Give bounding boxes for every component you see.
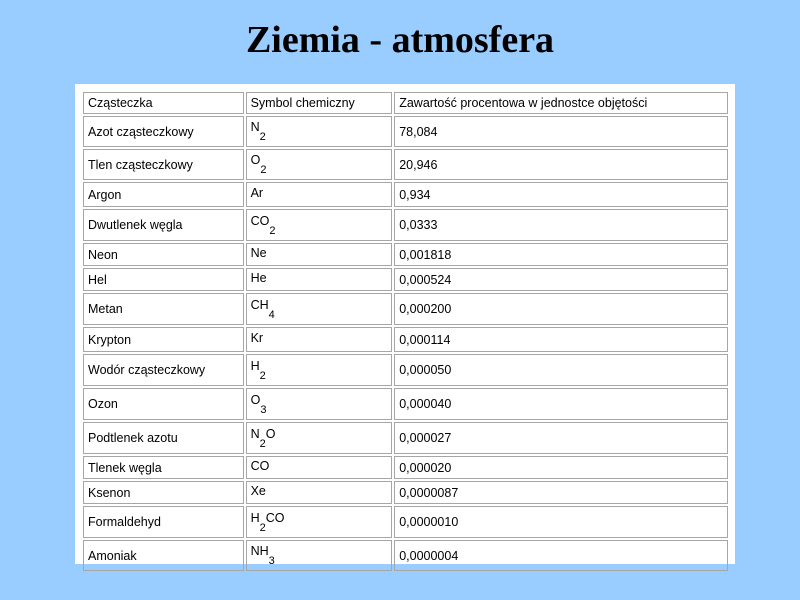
- volume-percentage: 0,000040: [394, 388, 728, 420]
- symbol-subscript: 2: [259, 521, 266, 534]
- chemical-symbol: [246, 422, 393, 454]
- volume-percentage: 20,946: [394, 149, 728, 180]
- symbol-part: CH: [250, 297, 269, 312]
- chemical-symbol: [246, 388, 393, 420]
- symbol-part: H: [250, 358, 260, 373]
- chemical-symbol: [246, 354, 393, 386]
- symbol-part: CO: [250, 458, 270, 473]
- molecule-name: Dwutlenek węgla: [83, 209, 244, 241]
- volume-percentage: 0,934: [394, 182, 728, 207]
- symbol-part: O: [250, 392, 261, 407]
- header-molecule: Cząsteczka: [83, 92, 244, 114]
- table-row: [83, 506, 728, 538]
- table-row: [83, 116, 728, 147]
- volume-percentage: 0,000027: [394, 422, 728, 454]
- molecule-name: Ozon: [83, 388, 244, 420]
- table-row: [83, 149, 728, 180]
- table-header-row: [83, 92, 728, 114]
- symbol-subscript: 2: [260, 164, 267, 176]
- table-row: [83, 540, 728, 571]
- table-row: [83, 327, 728, 352]
- atmosphere-composition-table: [81, 90, 730, 573]
- molecule-name: Argon: [83, 182, 244, 207]
- table-row: [83, 422, 728, 454]
- table-row: [83, 293, 728, 325]
- molecule-name: Tlenek węgla: [83, 456, 244, 479]
- chemical-symbol: [246, 149, 393, 180]
- table-row: [83, 456, 728, 479]
- molecule-name: Krypton: [83, 327, 244, 352]
- symbol-part: NH: [250, 544, 269, 558]
- volume-percentage: 0,000114: [394, 327, 728, 352]
- molecule-name: Tlen cząsteczkowy: [83, 149, 244, 180]
- chemical-symbol: [246, 327, 393, 352]
- symbol-part: N: [250, 426, 260, 441]
- molecule-name: Neon: [83, 243, 244, 266]
- symbol-subscript: 2: [259, 369, 266, 382]
- molecule-name: Amoniak: [83, 540, 244, 571]
- volume-percentage: 0,000524: [394, 268, 728, 291]
- volume-percentage: 0,0000004: [394, 540, 728, 571]
- table-row: [83, 268, 728, 291]
- table-row: [83, 354, 728, 386]
- symbol-part: CO: [265, 510, 285, 525]
- symbol-subscript: 2: [269, 224, 276, 237]
- symbol-part: O: [250, 153, 261, 167]
- table-row: [83, 388, 728, 420]
- header-chemical-symbol: Symbol chemiczny: [246, 92, 393, 114]
- molecule-name: Metan: [83, 293, 244, 325]
- molecule-name: Formaldehyd: [83, 506, 244, 538]
- table-row: [83, 209, 728, 241]
- symbol-subscript: 3: [268, 555, 275, 567]
- symbol-part: Xe: [250, 483, 266, 498]
- symbol-subscript: 2: [259, 131, 266, 143]
- molecule-name: Wodór cząsteczkowy: [83, 354, 244, 386]
- molecule-name: Hel: [83, 268, 244, 291]
- chemical-symbol: [246, 506, 393, 538]
- symbol-part: O: [265, 426, 276, 441]
- volume-percentage: 0,0000087: [394, 481, 728, 504]
- volume-percentage: 0,001818: [394, 243, 728, 266]
- symbol-part: Ar: [250, 185, 264, 200]
- chemical-symbol: [246, 481, 393, 504]
- volume-percentage: 0,0000010: [394, 506, 728, 538]
- symbol-subscript: 2: [259, 437, 266, 450]
- volume-percentage: 0,000200: [394, 293, 728, 325]
- symbol-part: Kr: [250, 330, 264, 345]
- symbol-subscript: 4: [268, 308, 275, 321]
- volume-percentage: 0,000050: [394, 354, 728, 386]
- symbol-part: He: [250, 270, 267, 285]
- chemical-symbol: [246, 182, 393, 207]
- chemical-symbol: [246, 293, 393, 325]
- page-title: Ziemia - atmosfera: [245, 19, 555, 61]
- table-row: [83, 243, 728, 266]
- symbol-subscript: 3: [260, 403, 267, 416]
- chemical-symbol: [246, 456, 393, 479]
- chemical-symbol: [246, 243, 393, 266]
- symbol-part: CO: [250, 213, 270, 228]
- molecule-name: Azot cząsteczkowy: [83, 116, 244, 147]
- volume-percentage: 0,000020: [394, 456, 728, 479]
- header-volume-percentage: Zawartość procentowa w jednostce objętości: [394, 92, 728, 114]
- chemical-symbol: [246, 540, 393, 571]
- molecule-name: Ksenon: [83, 481, 244, 504]
- table-row: [83, 182, 728, 207]
- volume-percentage: 78,084: [394, 116, 728, 147]
- symbol-part: N: [250, 120, 260, 134]
- table-panel: [75, 84, 735, 567]
- symbol-part: Ne: [250, 245, 267, 260]
- chemical-symbol: [246, 116, 393, 147]
- symbol-part: H: [250, 510, 260, 525]
- molecule-name: Podtlenek azotu: [83, 422, 244, 454]
- volume-percentage: 0,0333: [394, 209, 728, 241]
- chemical-symbol: [246, 268, 393, 291]
- chemical-symbol: [246, 209, 393, 241]
- table-row: [83, 481, 728, 504]
